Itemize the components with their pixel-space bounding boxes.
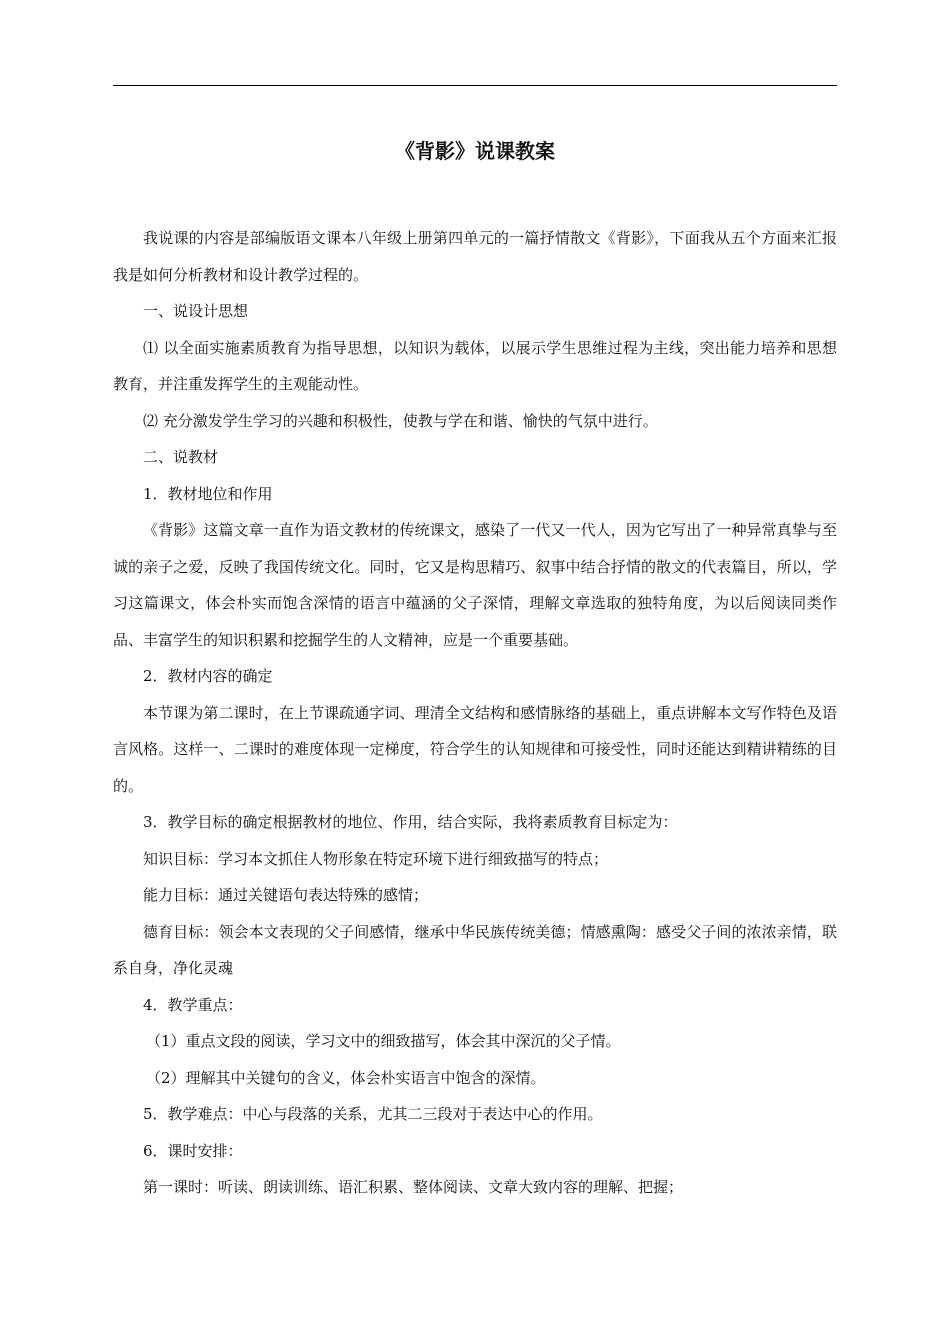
header-rule xyxy=(113,85,837,86)
paragraph-design-2: ⑵ 充分激发学生学习的兴趣和积极性，使教与学在和谐、愉快的气氛中进行。 xyxy=(143,411,658,430)
paragraph-ability-goal: 能力目标：通过关键语句表达特殊的感情； xyxy=(143,886,429,904)
document-title: 《背影》说课教案 xyxy=(395,139,555,163)
paragraph-intro: 我说课的内容是部编版语文课本八年级上册第四单元的一篇抒情散文《背影》，下面我从五个方面来汇报我是如何分析教材和设计教学过程的。 xyxy=(113,229,837,284)
paragraph-status-role: 《背影》这篇文章一直作为语文教材的传统课文，感染了一代又一代人，因为它写出了一种异常真挚与至诚的亲子之爱，反映了我国传统文化。同时，它又是构思精巧、叙事中结合抒情的散文的代表篇目，所以，学习这篇课文，体会朴实而饱含深情的语言中蕴涵的父子深情，理解文章选取的独特角度，为以后阅读同类作品、丰富学生的知识积累和挖掘学生的人文精神，应是一个重要基础。 xyxy=(113,521,837,649)
paragraph-design-1: ⑴ 以全面实施素质教育为指导思想，以知识为载体，以展示学生思维过程为主线，突出能力培养和思想教育，并注重发挥学生的主观能动性。 xyxy=(113,338,837,393)
paragraph-key-point-2: （2）理解其中关键句的含义，体会朴实语言中饱含的深情。 xyxy=(146,1068,546,1087)
heading-design-idea: 一、说设计思想 xyxy=(143,302,249,320)
paragraph-key-point-1: （1）重点文段的阅读，学习文中的细致描写，体会其中深沉的父子情。 xyxy=(146,1032,621,1050)
subheading-key-points: 4．教学重点： xyxy=(143,995,243,1014)
paragraph-knowledge-goal: 知识目标：学习本文抓住人物形象在特定环境下进行细致描写的特点； xyxy=(143,849,609,868)
subheading-status-role: 1．教材地位和作用 xyxy=(143,484,273,503)
subheading-content: 2．教材内容的确定 xyxy=(143,667,273,685)
paragraph-first-lesson: 第一课时：听读、朗读训练、语汇积累、整体阅读、文章大致内容的理解、把握； xyxy=(143,1178,684,1196)
document-body xyxy=(113,220,837,1206)
heading-teaching-material: 二、说教材 xyxy=(143,448,219,466)
subheading-schedule: 6．课时安排： xyxy=(143,1141,243,1160)
paragraph-moral-goal: 德育目标：领会本文表现的父子间感情，继承中华民族传统美德；情感熏陶：感受父子间的浓浓亲情，联系自身，净化灵魂 xyxy=(113,922,837,977)
paragraph-objectives: 3．教学目标的确定根据教材的地位、作用，结合实际，我将素质教育目标定为： xyxy=(143,813,678,831)
paragraph-content: 本节课为第二课时，在上节课疏通字词、理清全文结构和感情脉络的基础上，重点讲解本文写作特色及语言风格。这样一、二课时的难度体现一定梯度，符合学生的认知规律和可接受性，同时还能达到精讲精练的目的。 xyxy=(113,703,837,795)
paragraph-difficulty: 5．教学难点：中心与段落的关系，尤其二三段对于表达中心的作用。 xyxy=(143,1105,603,1123)
